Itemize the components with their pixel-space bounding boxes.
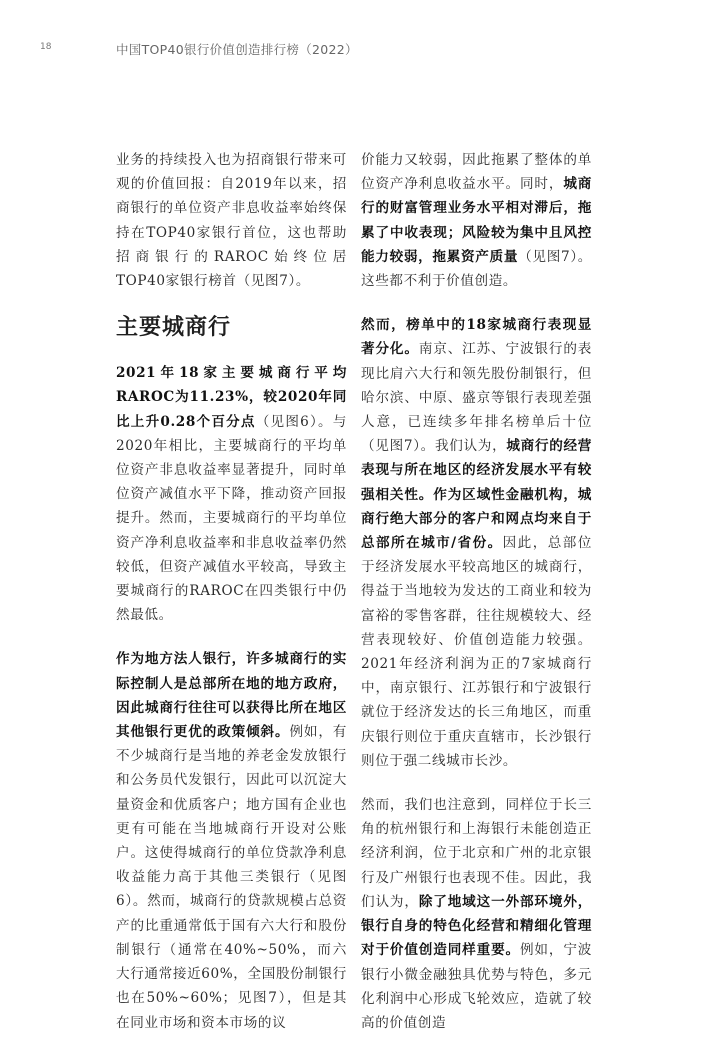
paragraph: 业务的持续投入也为招商银行带来可观的价值回报：自2019年以来，招商银行的单位资产非息收益率始终保持在TOP40家银行首位，这也帮助招商银行的RAROC始终位居TOP40家银行榜首（见图7）。 [116, 152, 347, 290]
paragraph [116, 361, 347, 627]
page-number: 18 [40, 42, 52, 52]
bold-text: 城商行的财富管理业务水平相对滞后，拖累了中收表现；风险较为集中且风控能力较弱，拖累资产质量 [361, 176, 592, 265]
body-text: （见图7）。这些都不利于价值创造。 [361, 248, 592, 290]
body-text: 例如，宁波银行小微金融独具优势与特色，多元化利润中心形成飞轮效应，造就了较高的价值创造 [361, 942, 592, 1031]
running-title: 中国TOP40银行价值创造排行榜（2022） [116, 42, 358, 57]
body-text: 例如，有不少城商行是当地的养老金发放银行和公务员代发银行，因此可以沉淀大量资金和优质客户；地方国有企业也更有可能在当地城商行开设对公账户。这使得城商行的单位贷款净利息收益能力高于其他三类银行（见图6）。然而，城商行的贷款规模占总资产的比重通常低于国有六大行和股份制银行（通常在40%~50%，而六大行通常接近60%，全国股份制银行也在50%~60%；见图7），但是其在同业市场和资本市场的议 [116, 724, 347, 1031]
body-text: 价能力又较弱，因此拖累了整体的单位资产净利息收益水平。同时， [361, 152, 592, 193]
paragraph [361, 313, 592, 773]
right-column [361, 148, 592, 1055]
body-text: 因此，总部位于经济发展水平较高地区的城商行，得益于当地较为发达的工商业和较为富裕的零售客群，往往规模较大、经营表现较好、价值创造能力较强。2021年经济利润为正的7家城商行中，南京银行、江苏银行和宁波银行就位于经济发达的长三角地区，而重庆银行则位于重庆直辖市，长沙银行则位于强二线城市长沙。 [361, 535, 592, 769]
bold-text: 除了地域这一外部环境外，银行自身的特色化经营和精细化管理对于价值创造同样重要。 [361, 893, 592, 959]
paragraph [361, 148, 592, 293]
bold-text: 城商行的经营表现与所在地区的经济发展水平有较强相关性。作为区域性金融机构，城商行绝大部分的客户和网点均来自于总部所在城市/省份。 [361, 438, 592, 552]
bold-text: 作为地方法人银行，许多城商行的实际控制人是总部所在地的地方政府，因此城商行往往可以获得比所在地区其他银行更优的政策倾斜。 [116, 651, 347, 741]
bold-text: 2021年18家主要城商行平均RAROC为11.23%，较2020年同比上升0.28个百分点 [116, 365, 347, 430]
bold-text: 然而，榜单中的18家城商行表现显著分化。 [361, 317, 592, 358]
left-column [116, 148, 347, 1055]
page-header [40, 40, 670, 60]
body-text: 南京、江苏、宁波银行的表现比肩六大行和领先股份制银行，但哈尔滨、中原、盛京等银行表现差强人意，已连续多年排名榜单后十位（见图7）。我们认为， [361, 341, 592, 455]
body-text: 然而，我们也注意到，同样位于长三角的杭州银行和上海银行未能创造正经济利润，位于北京和广州的北京银行及广州银行也表现不佳。因此，我们认为， [361, 797, 592, 910]
section-heading: 主要城商行 [116, 315, 232, 341]
body-text: （见图6）。与2020年相比，主要城商行的平均单位资产非息收益率显著提升，同时单位资产减值水平下降，推动资产回报提升。然而，主要城商行的平均单位资产净利息收益率和非息收益率仍然较低，但资产减值水平较高，导致主要城商行的RAROC在四类银行中仍然最低。 [116, 413, 347, 624]
paragraph [361, 793, 592, 1035]
paragraph [116, 647, 347, 1034]
